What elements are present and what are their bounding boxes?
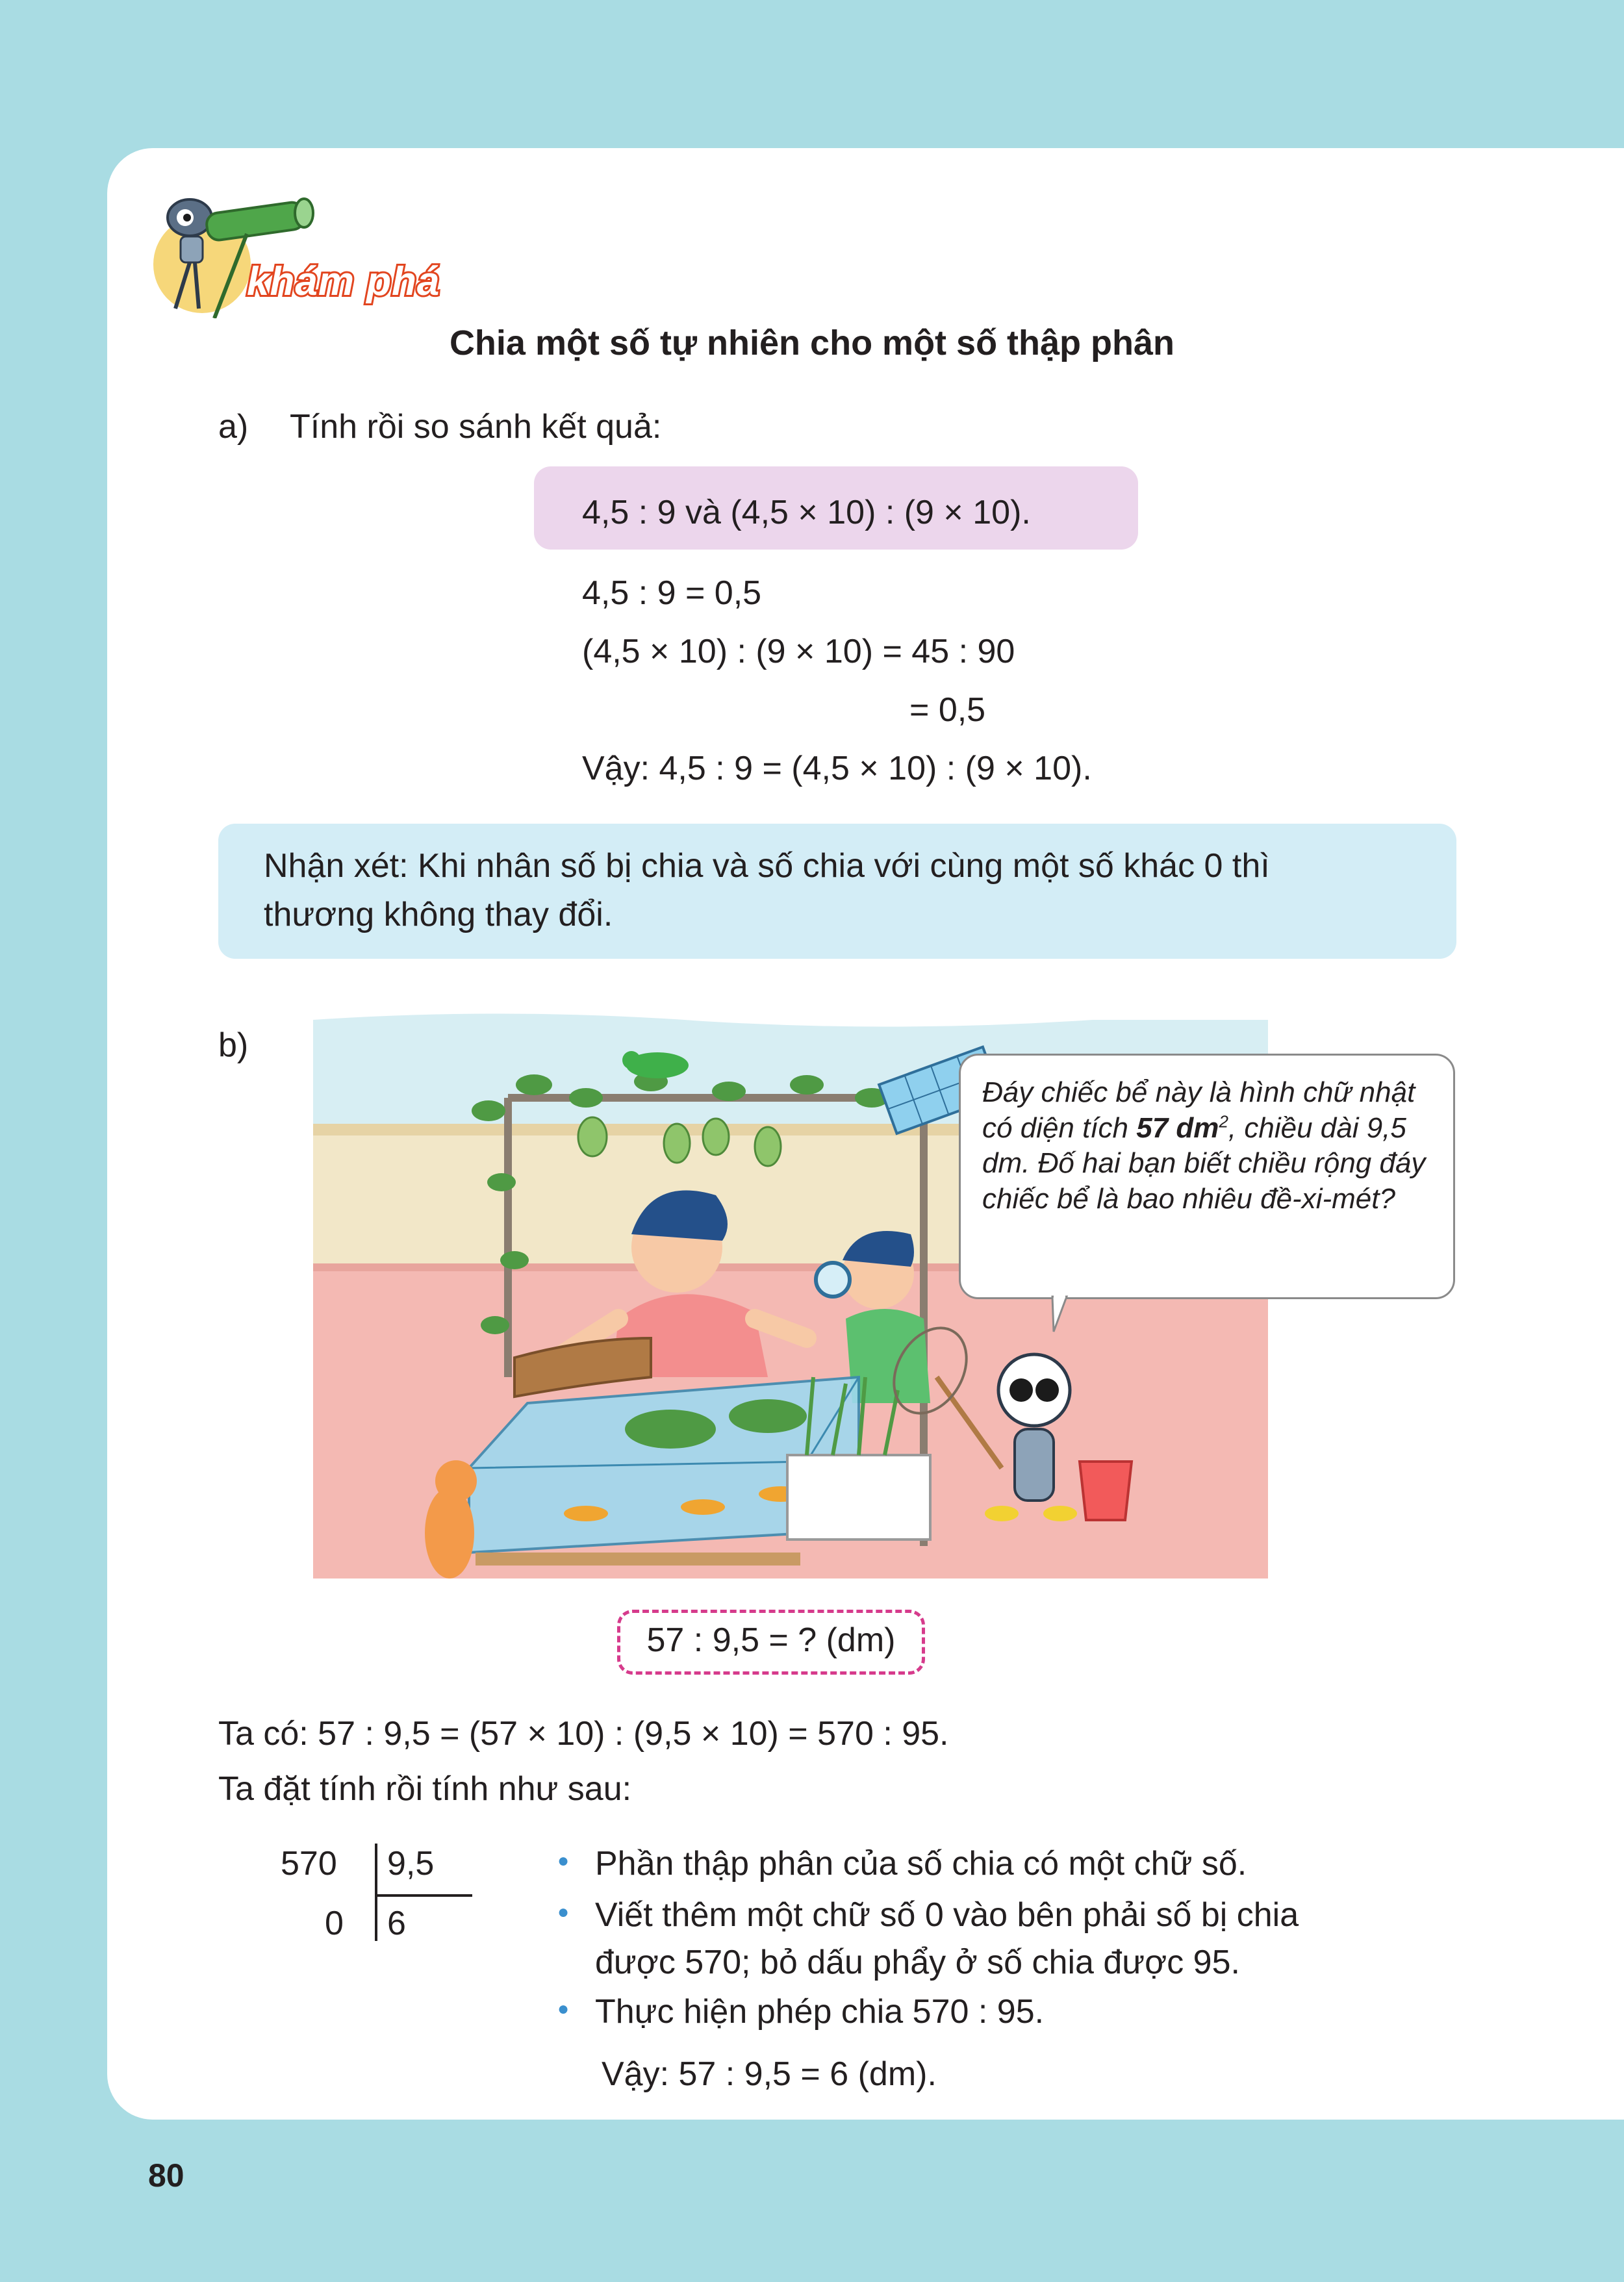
part-b-label: b)	[218, 1026, 249, 1064]
speech-text: Đáy chiếc bể này là hình chữ nhật có diện tích 57 $dm^2$, chiều dài 9,5 dm. Đố hai bạn biết chiều rộng đáy chiếc bể là bao nhiêu đề-xi-mét?	[982, 1076, 1426, 1215]
division-remainder: 0	[325, 1905, 344, 1942]
page-number: 80	[148, 2157, 184, 2194]
division-quotient: 6	[387, 1905, 406, 1942]
remark-line-2: thương không thay đổi.	[264, 896, 613, 933]
bucket	[1080, 1462, 1132, 1520]
solution-conclusion: Vậy: 57 : 9,5 = 6 (dm).	[602, 2055, 937, 2093]
division-horizontal-line	[375, 1894, 472, 1897]
bullet-text-2b: được 570; bỏ dấu phẩy ở số chia được 95.	[595, 1944, 1240, 1981]
bullet-text-1: Phần thập phân của số chia có một chữ số.	[595, 1845, 1247, 1883]
remark-box	[218, 824, 1456, 959]
speech-bubble-tail	[1050, 1295, 1076, 1334]
bullet-dot-3: ●	[557, 1998, 570, 2020]
bullet-dot-1: ●	[557, 1850, 570, 1871]
division-dividend: 570	[281, 1845, 337, 1883]
badge-label: khám phá	[247, 259, 440, 304]
part-a-label: a)	[218, 408, 249, 446]
expression-text: 4,5 : 9 và (4,5 × 10) : (9 × 10).	[582, 494, 1031, 531]
calc-line-2: (4,5 × 10) : (9 × 10) = 45 : 90	[582, 633, 1015, 670]
question-text: 57 : 9,5 = ? (dm)	[646, 1621, 896, 1659]
calc-line-1: 4,5 : 9 = 0,5	[582, 574, 762, 612]
bullet-text-2: Viết thêm một chữ số 0 vào bên phải số bị chia	[595, 1896, 1299, 1934]
section-title: Chia một số tự nhiên cho một số thập phân	[449, 323, 1175, 362]
remark-line-1: Nhận xét: Khi nhân số bị chia và số chia với cùng một số khác 0 thì	[264, 847, 1270, 885]
calc-line-3: = 0,5	[909, 691, 986, 729]
solution-line-1: Ta có: 57 : 9,5 = (57 × 10) : (9,5 × 10) = 570 : 95.	[218, 1715, 949, 1753]
bullet-dot-2: ●	[557, 1901, 570, 1923]
bullet-text-3: Thực hiện phép chia 570 : 95.	[595, 1993, 1045, 2031]
solution-line-2: Ta đặt tính rồi tính như sau:	[218, 1770, 632, 1808]
part-a-instruction: Tính rồi so sánh kết quả:	[290, 408, 662, 446]
kham-pha-badge	[149, 188, 487, 325]
division-divisor: 9,5	[387, 1845, 435, 1883]
division-vertical-line	[375, 1844, 377, 1941]
calc-conclusion: Vậy: 4,5 : 9 = (4,5 × 10) : (9 × 10).	[582, 750, 1092, 787]
